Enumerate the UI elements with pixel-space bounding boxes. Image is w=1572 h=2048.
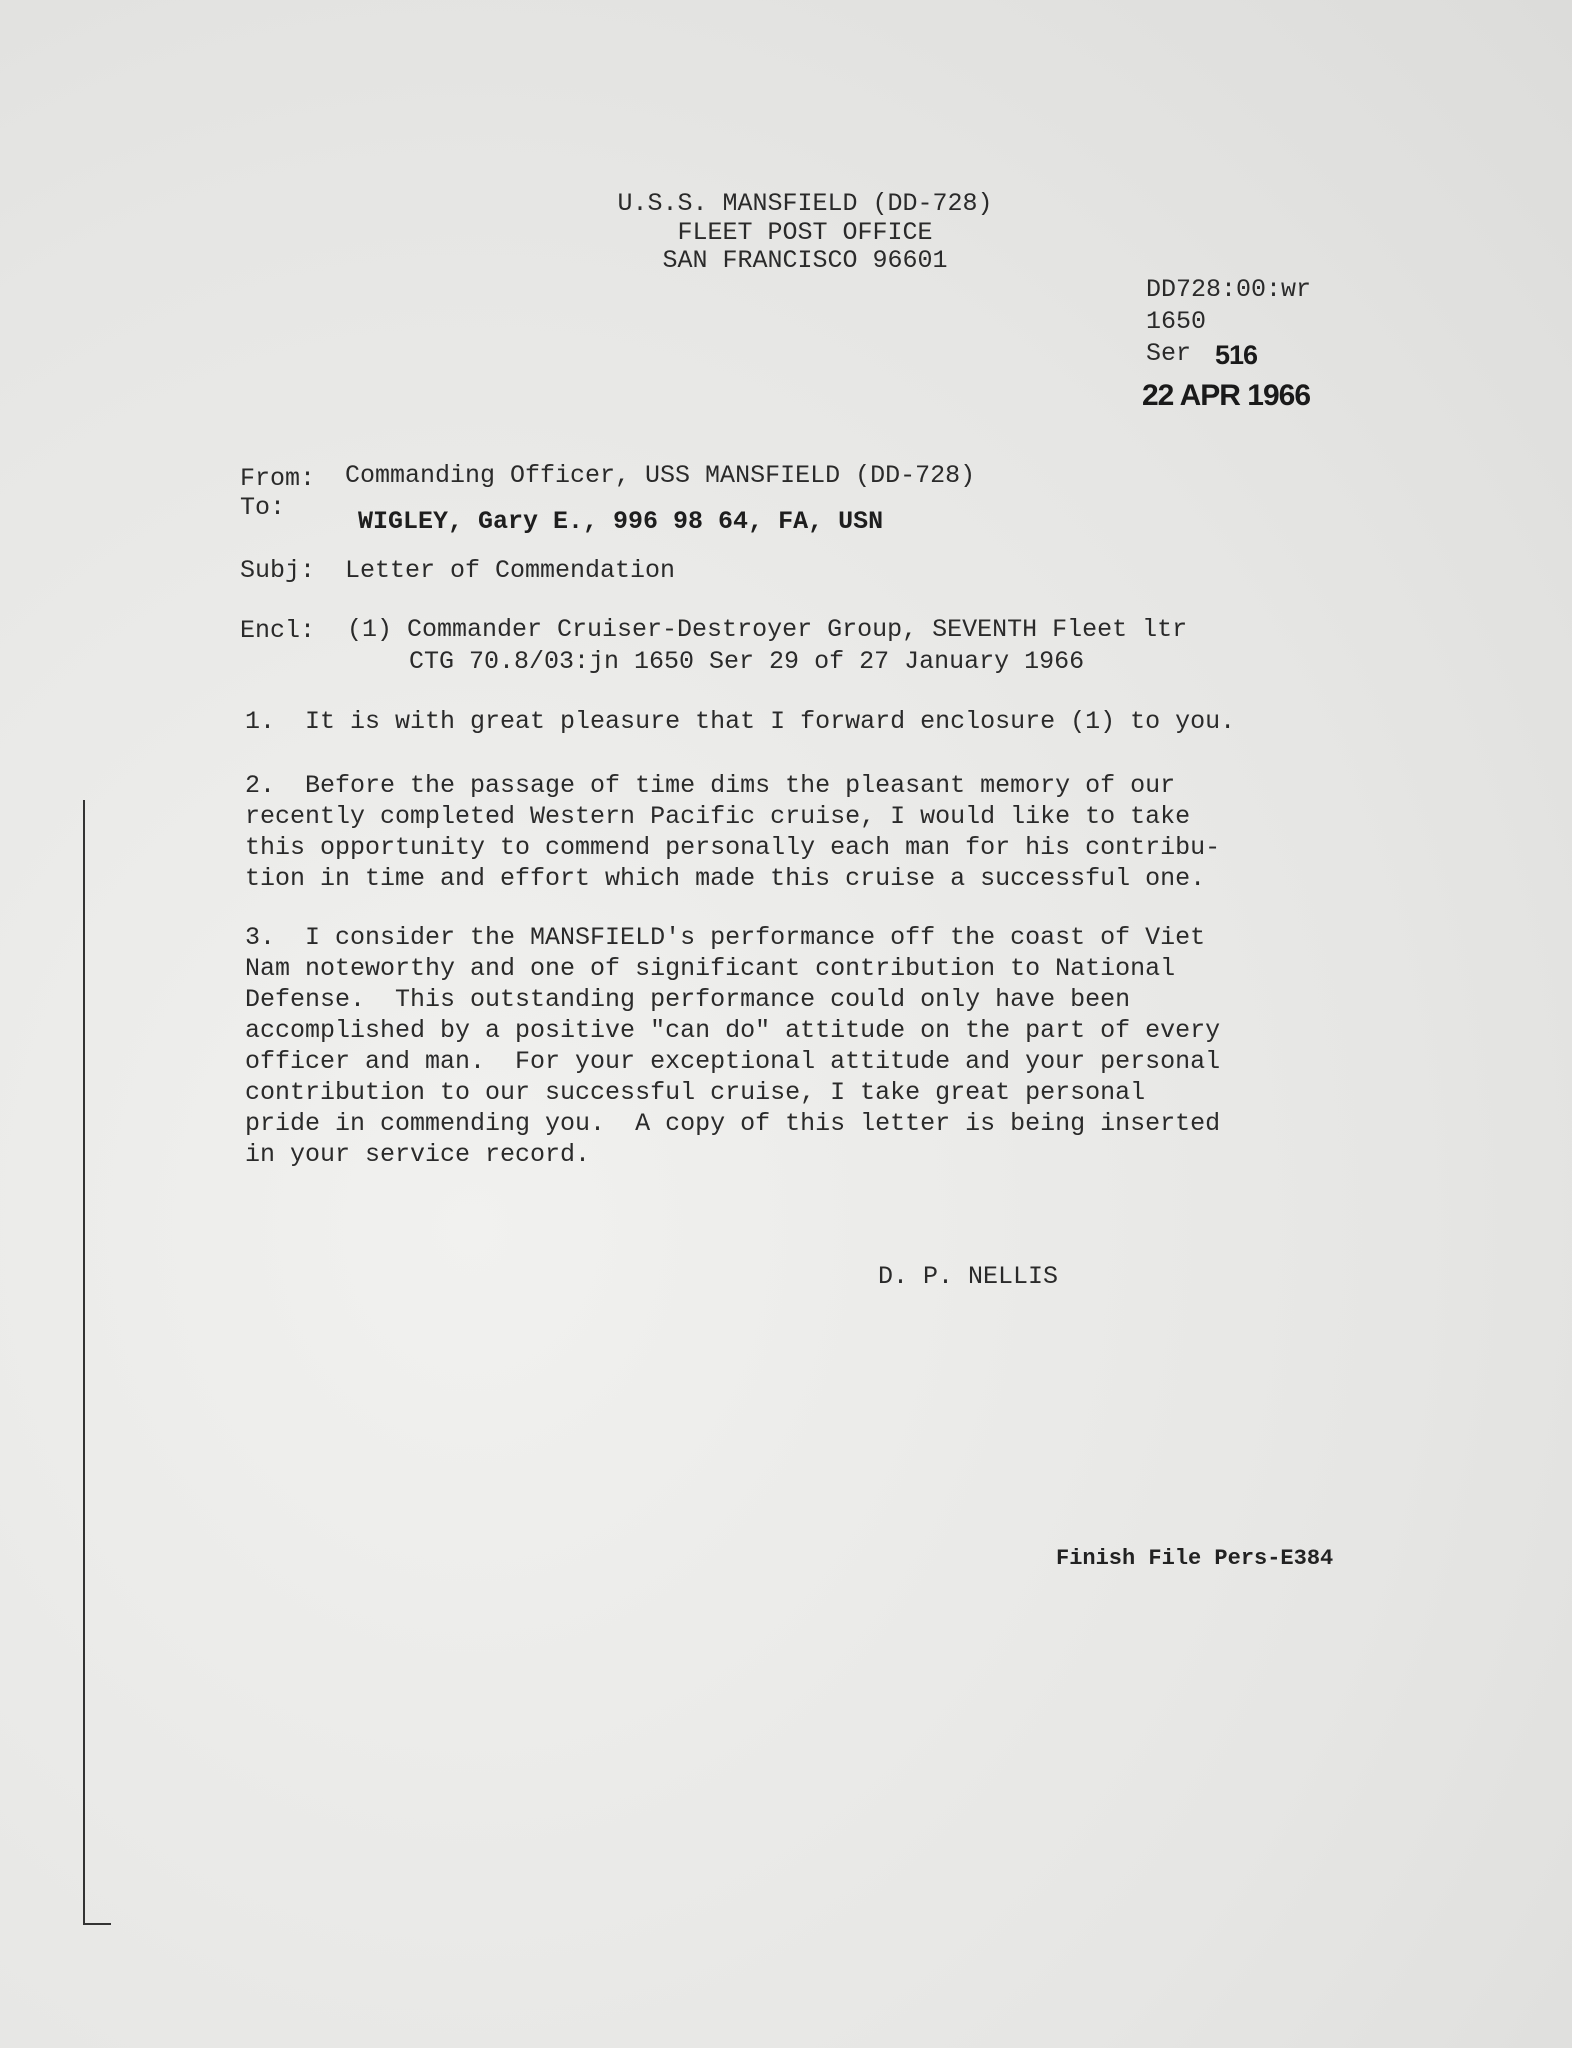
paragraph-2: 2. Before the passage of time dims the pleasant memory of our recently completed Western Pacific cruise, I would like to take this opportunity to commend personally each man for his contribu- tion in time and effort which made this cruise a successful one. — [245, 771, 1221, 893]
margin-line-foot — [83, 1923, 111, 1925]
encl-line-2: CTG 70.8/03:jn 1650 Ser 29 of 27 January 1966 — [409, 647, 1085, 676]
subj-value: Letter of Commendation — [345, 556, 676, 585]
reference-code: DD728:00:wr — [1146, 275, 1312, 304]
margin-line — [83, 800, 85, 1925]
date-stamp: 22 APR 1966 — [1142, 379, 1311, 412]
encl-label: Encl: — [240, 616, 316, 645]
signature-name: D. P. NELLIS — [878, 1262, 1059, 1291]
to-label: To: — [240, 493, 286, 522]
from-label: From: — [240, 464, 316, 493]
letterhead-fpo: FLEET POST OFFICE — [677, 218, 933, 247]
serial-label: Ser — [1146, 339, 1192, 368]
file-note: Finish File Pers-E384 — [1056, 1546, 1334, 1571]
paragraph-1: 1. It is with great pleasure that I forward enclosure (1) to you. — [245, 707, 1236, 736]
letterhead-ship: U.S.S. MANSFIELD (DD-728) — [617, 189, 993, 218]
paragraph-3: 3. I consider the MANSFIELD's performance off the coast of Viet Nam noteworthy and one of significant contribution to National Defense. This outstanding performance could only have been accomplished by a positive "can do" attitude on the part of every officer and man. For your exceptional attitude and your personal contribution to our successful cruise, I take great personal pride in commending you. A copy of this letter is being inserted in your service record. — [245, 923, 1221, 1169]
subj-label: Subj: — [240, 556, 316, 585]
serial-number-stamp: 516 — [1215, 340, 1258, 370]
letterhead-city: SAN FRANCISCO 96601 — [662, 246, 948, 275]
reference-ssic: 1650 — [1146, 307, 1207, 336]
encl-line-1: (1) Commander Cruiser-Destroyer Group, SEVENTH Fleet ltr — [347, 615, 1188, 644]
from-value: Commanding Officer, USS MANSFIELD (DD-728) — [345, 461, 976, 490]
to-value: WIGLEY, Gary E., 996 98 64, FA, USN — [358, 507, 884, 536]
